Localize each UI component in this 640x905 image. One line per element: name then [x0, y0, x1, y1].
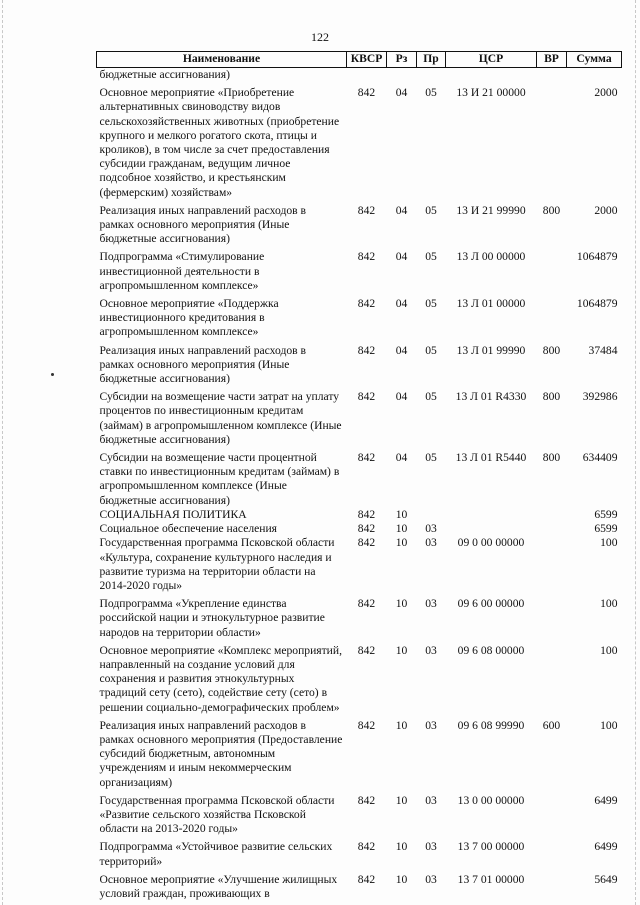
cell-name: Основное мероприятие «Поддержка инвестиционного кредитования в агропромышленном комплексе»	[99, 297, 279, 339]
cell-rz: 10	[395, 872, 408, 886]
cell-vr	[537, 790, 567, 837]
cell-kvsr: 842	[357, 250, 376, 264]
cell-kvsr: 842	[357, 451, 376, 465]
header-name: Наименование	[97, 52, 347, 68]
table-row	[97, 836, 622, 868]
cell-pr	[417, 508, 446, 522]
cell-vr	[537, 293, 567, 340]
cell-vr	[537, 508, 567, 522]
cell-csr: 13 Л 01 99990	[456, 343, 526, 357]
budget-table	[96, 51, 622, 901]
cell-pr: 05	[425, 451, 437, 465]
cell-sum: 100	[600, 643, 618, 657]
cell-kvsr: 842	[357, 390, 376, 404]
cell-rz: 10	[395, 840, 408, 854]
cell-kvsr: 842	[357, 872, 376, 886]
cell-pr: 05	[425, 343, 437, 357]
cell-csr: 09 0 00 00000	[457, 536, 525, 550]
cell-pr: 03	[425, 840, 437, 854]
cell-pr: 03	[425, 536, 437, 550]
cell-kvsr: 842	[357, 507, 376, 521]
table-row	[97, 447, 622, 508]
cell-vr	[537, 640, 567, 715]
cell-rz: 04	[395, 297, 408, 311]
cell-kvsr: 842	[357, 203, 376, 217]
cell-sum: 6599	[594, 507, 618, 521]
table-header-row	[97, 52, 622, 68]
cell-kvsr: 842	[357, 343, 376, 357]
cell-csr	[446, 68, 537, 83]
table-row	[97, 522, 622, 536]
header-rz: Рз	[387, 52, 417, 68]
table-row	[97, 340, 622, 387]
cell-rz: 04	[395, 451, 408, 465]
cell-vr	[537, 593, 567, 640]
cell-vr	[537, 82, 567, 200]
cell-rz: 10	[395, 718, 408, 732]
cell-sum: 6499	[594, 793, 618, 807]
cell-kvsr: 842	[357, 597, 376, 611]
cell-vr	[537, 522, 567, 536]
table-row	[97, 68, 622, 83]
cell-name: Подпрограмма «Стимулирование инвестиционной деятельности в агропромышленном комплексе»	[99, 250, 265, 292]
cell-vr: 800	[542, 343, 561, 357]
cell-sum: 5649	[594, 872, 618, 886]
cell-pr: 03	[425, 522, 437, 536]
cell-csr: 09 6 08 99990	[457, 718, 525, 732]
table-row	[97, 293, 622, 340]
cell-csr: 13 Л 00 00000	[456, 250, 526, 264]
cell-sum: 100	[600, 597, 618, 611]
cell-name: Государственная программа Псковской области «Культура, сохранение культурного наследия и развитие туризма на территории области на 2014-2020 годы»	[99, 536, 335, 592]
cell-vr: 800	[542, 390, 561, 404]
cell-rz: 10	[395, 536, 408, 550]
cell-vr	[537, 246, 567, 293]
cell-name: Основное мероприятие «Приобретение альтернативных свиноводству видов сельскохозяйственных животных (приобретение крупного и мелкого рогатого скота, птицы и кроликов), в том числе за счет предоставления субсидии гражданам, ведущим личное подсобное хозяйство, и крестьянским (фермерским) хозяйствам»	[99, 86, 340, 199]
cell-name: СОЦИАЛЬНАЯ ПОЛИТИКА	[99, 507, 247, 521]
cell-rz: 04	[395, 390, 408, 404]
cell-rz: 10	[395, 507, 408, 521]
cell-csr: 13 Л 01 R4330	[455, 390, 527, 404]
cell-sum: 100	[600, 718, 618, 732]
cell-name: Подпрограмма «Устойчивое развитие сельских территорий»	[99, 840, 333, 868]
cell-sum: 392986	[582, 390, 618, 404]
cell-kvsr: 842	[357, 643, 376, 657]
cell-csr: 13 И 21 00000	[456, 86, 526, 100]
cell-name: Субсидии на возмещение части процентной ставки по инвестиционным кредитам (займам) в агропромышленном комплексе (Иные бюджетные ассигнования)	[99, 451, 340, 507]
cell-vr: 600	[542, 718, 561, 732]
page-edge-left	[2, 0, 3, 905]
cell-kvsr: 842	[357, 536, 376, 550]
cell-vr: 800	[542, 203, 561, 217]
cell-pr: 05	[425, 297, 437, 311]
cell-rz: 04	[395, 86, 408, 100]
cell-name: Субсидии на возмещение части затрат на уплату процентов по инвестиционным кредитам (займам) в агропромышленном комплексе (Иные бюджетные ассигнования)	[99, 390, 342, 446]
cell-sum: 37484	[588, 343, 618, 357]
table-row	[97, 246, 622, 293]
table-row	[97, 790, 622, 837]
cell-pr: 05	[425, 250, 437, 264]
cell-sum: 634409	[582, 451, 618, 465]
cell-kvsr: 842	[357, 840, 376, 854]
cell-rz: 10	[395, 793, 408, 807]
cell-sum	[567, 68, 622, 83]
cell-csr	[446, 522, 537, 536]
cell-kvsr: 842	[357, 718, 376, 732]
cell-csr: 13 Л 01 R5440	[455, 451, 527, 465]
table-row	[97, 82, 622, 200]
table-body	[97, 68, 622, 902]
cell-name: Реализация иных направлений расходов в рамках основного мероприятия (Иные бюджетные ассигнования)	[99, 343, 306, 386]
cell-pr: 03	[425, 597, 437, 611]
table-row	[97, 640, 622, 715]
cell-sum: 2000	[594, 203, 618, 217]
cell-sum: 100	[600, 536, 618, 550]
cell-name: Основное мероприятие «Улучшение жилищных условий граждан, проживающих в	[99, 872, 338, 900]
cell-sum: 6599	[594, 522, 618, 536]
page-number: 122	[311, 30, 329, 44]
cell-kvsr: 842	[357, 793, 376, 807]
cell-name: Реализация иных направлений расходов в рамках основного мероприятия (Иные бюджетные ассигнования)	[99, 203, 306, 246]
cell-rz: 04	[395, 203, 408, 217]
cell-pr: 05	[425, 203, 437, 217]
table-row	[97, 715, 622, 790]
cell-pr: 05	[425, 390, 437, 404]
cell-name: бюджетные ассигнования)	[99, 68, 230, 81]
cell-vr	[537, 536, 567, 593]
table-row	[97, 869, 622, 901]
cell-name: Государственная программа Псковской области «Развитие сельского хозяйства Псковской области на 2013-2020 годы»	[99, 793, 335, 836]
cell-rz: 10	[395, 643, 408, 657]
cell-kvsr: 842	[357, 297, 376, 311]
cell-vr	[537, 869, 567, 901]
cell-csr: 13 7 00 00000	[457, 840, 525, 854]
table-row	[97, 508, 622, 522]
cell-pr: 03	[425, 718, 437, 732]
cell-pr: 03	[425, 793, 437, 807]
cell-rz: 10	[395, 597, 408, 611]
header-pr: Пр	[417, 52, 446, 68]
cell-kvsr: 842	[357, 522, 376, 536]
cell-kvsr	[347, 68, 387, 83]
cell-name: Реализация иных направлений расходов в рамках основного мероприятия (Предоставление субсидий бюджетным, автономным учреждениям и иным некоммерческим организациям)	[99, 718, 343, 789]
cell-csr	[446, 508, 537, 522]
cell-sum: 2000	[594, 86, 618, 100]
cell-sum: 1064879	[576, 297, 618, 311]
header-csr: ЦСР	[446, 52, 537, 68]
cell-name: Социальное обеспечение населения	[99, 522, 278, 536]
header-vr: ВР	[537, 52, 567, 68]
cell-csr: 13 7 01 00000	[457, 872, 525, 886]
margin-dot	[51, 373, 54, 376]
cell-pr	[417, 68, 446, 83]
page-edge-right	[635, 0, 636, 905]
cell-sum: 1064879	[576, 250, 618, 264]
table-row	[97, 536, 622, 593]
cell-sum: 6499	[594, 840, 618, 854]
cell-pr: 03	[425, 643, 437, 657]
cell-name: Подпрограмма «Укрепление единства российской нации и этнокультурное развитие народов на территории области»	[99, 597, 325, 639]
cell-csr: 13 0 00 00000	[457, 793, 525, 807]
cell-csr: 13 И 21 99990	[456, 203, 526, 217]
header-sum: Сумма	[567, 52, 622, 68]
cell-pr: 03	[425, 872, 437, 886]
table-row	[97, 200, 622, 247]
cell-rz: 04	[395, 343, 408, 357]
cell-rz	[387, 68, 417, 83]
cell-rz: 10	[395, 522, 408, 536]
cell-rz: 04	[395, 250, 408, 264]
header-kvsr: КВСР	[347, 52, 387, 68]
cell-kvsr: 842	[357, 86, 376, 100]
cell-csr: 09 6 00 00000	[457, 597, 525, 611]
cell-vr	[537, 836, 567, 868]
cell-csr: 13 Л 01 00000	[456, 297, 526, 311]
cell-name: Основное мероприятие «Комплекс мероприятий, направленный на создание условий для сохранения и развития этнокультурных традиций сету (сето), содействие сету (сето) в решении социально-демографических проблем»	[99, 643, 342, 714]
table-row	[97, 593, 622, 640]
table-row	[97, 386, 622, 447]
cell-vr: 800	[542, 451, 561, 465]
cell-csr: 09 6 08 00000	[457, 643, 525, 657]
cell-pr: 05	[425, 86, 437, 100]
cell-vr	[537, 68, 567, 83]
